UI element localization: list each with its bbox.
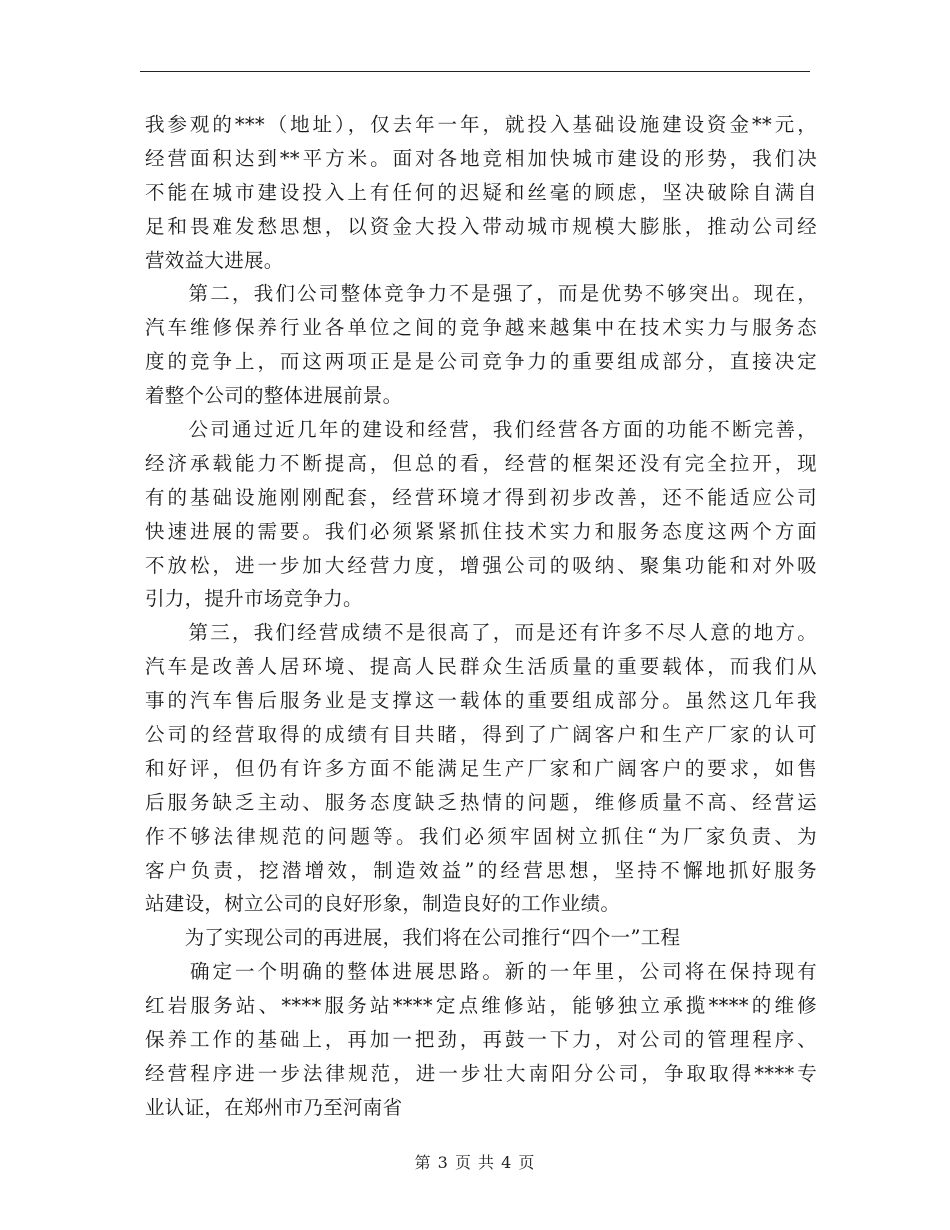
page-number: 第 3 页 共 4 页 (414, 1153, 536, 1172)
text-line: 营效益大进展。 (145, 248, 284, 272)
text-line: 为了实现公司的再进展，我们将在公司推行“四个一”工程 (145, 926, 681, 950)
text-line: 客户负责，挖潜增效，制造效益”的经营思想，坚持不懈地抓好服务 (145, 858, 817, 882)
document-body (145, 108, 817, 1125)
text-line: 第二，我们公司整体竞争力不是强了，而是优势不够突出。现在， (145, 282, 817, 306)
text-line: 公司通过近几年的建设和经营，我们经营各方面的功能不断完善， (145, 418, 817, 442)
text-line: 和好评，但仍有许多方面不能满足生产厂家和广阔客户的要求，如售 (145, 756, 817, 780)
text-line: 着整个公司的整体进展前景。 (145, 384, 403, 408)
text-line: 后服务缺乏主动、服务态度缺乏热情的问题，维修质量不高、经营运 (145, 790, 817, 814)
text-line: 有的基础设施刚刚配套，经营环境才得到初步改善，还不能适应公司 (145, 485, 817, 509)
text-line: 不能在城市建设投入上有任何的迟疑和丝毫的顾虑，坚决破除自满自 (145, 180, 817, 204)
text-line: 我参观的***（地址），仅去年一年，就投入基础设施建设资金**元， (145, 113, 817, 136)
text-line: 快速进展的需要。我们必须紧紧抓住技术实力和服务态度这两个方面 (145, 519, 817, 543)
text-line: 保养工作的基础上，再加一把劲，再鼓一下力，对公司的管理程序、 (145, 1028, 817, 1052)
text-line: 经济承载能力不断提高，但总的看，经营的框架还没有完全拉开，现 (145, 451, 817, 475)
text-line: 经营程序进一步法律规范，进一步壮大南阳分公司，争取取得****专 (145, 1061, 817, 1085)
text-line: 足和畏难发愁思想，以资金大投入带动城市规模大膨胀，推动公司经 (145, 214, 817, 238)
text-line: 确定一个明确的整体进展思路。新的一年里，公司将在保持现有 (145, 960, 817, 984)
text-line: 经营面积达到**平方米。面对各地竞相加快城市建设的形势，我们决 (145, 146, 817, 170)
text-line: 汽车是改善人居环境、提高人民群众生活质量的重要载体，而我们从 (145, 655, 817, 679)
text-line: 作不够法律规范的问题等。我们必须牢固树立抓住“为厂家负责、为 (145, 824, 817, 848)
text-line: 事的汽车售后服务业是支撑这一载体的重要组成部分。虽然这几年我 (145, 689, 817, 713)
text-line: 红岩服务站、****服务站****定点维修站，能够独立承揽****的维修 (145, 994, 817, 1018)
text-line: 汽车维修保养行业各单位之间的竞争越来越集中在技术实力与服务态 (145, 316, 817, 340)
text-line: 第三，我们经营成绩不是很高了，而是还有许多不尽人意的地方。 (145, 621, 817, 645)
header-rule (140, 71, 810, 72)
text-line: 度的竞争上，而这两项正是是公司竞争力的重要组成部分，直接决定 (145, 350, 817, 374)
text-line: 业认证，在郑州市乃至河南省 (145, 1095, 403, 1119)
text-line: 站建设，树立公司的良好形象，制造良好的工作业绩。 (145, 892, 621, 916)
text-line: 引力，提升市场竞争力。 (145, 587, 363, 611)
text-line: 公司的经营取得的成绩有目共睹，得到了广阔客户和生产厂家的认可 (145, 723, 817, 747)
text-line: 不放松，进一步加大经营力度，增强公司的吸纳、聚集功能和对外吸 (145, 553, 817, 577)
